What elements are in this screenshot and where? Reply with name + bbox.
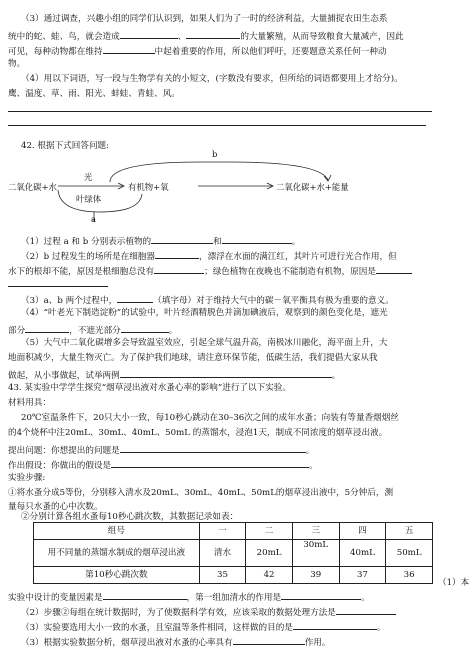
q42-4b: 部分 ，不遮光部分 。 bbox=[8, 323, 177, 337]
table-row bbox=[34, 567, 433, 584]
q42-4a: （4）“叶老光下制造淀粉”的试验中，叶片经酒精脱色并滴加碘液后，观察到的颜色变化是，遮光 bbox=[21, 308, 388, 318]
ask-question: 提出问题：你想提出的问题是 。 bbox=[8, 443, 314, 457]
q42-3: （3）a、b 两个过程中， （填字母）对于维持大气中的碳－氧平衡具有极为重要的意义。 bbox=[21, 293, 394, 307]
materials-line-2: 的4个烧杯中注20mL、30mL、40mL、50mL 的蒸馏水，浸泡1天，制成不同浓度的烟草浸出液。 bbox=[8, 428, 388, 438]
q43-3: （3）根据实验数据分析，烟草浸出液对水蚤的心率具有 作用。 bbox=[21, 635, 331, 649]
q42-title: 42. 根据下式回答问题: bbox=[21, 141, 110, 151]
table-cell: 四 bbox=[339, 523, 386, 540]
diagram-right-expr: 二氧化碳+水+能量 bbox=[276, 182, 349, 192]
table-cell: 40mL bbox=[339, 540, 386, 567]
q43-2a: （2）步骤②每组在统计数据时，为了使数据科学有效，应该采取的数据处理方法是 bbox=[21, 605, 396, 619]
after-table-q1: （1）本 bbox=[438, 578, 470, 588]
table-cell: 第10秒心跳次数 bbox=[34, 567, 200, 584]
diagram-left-expr: 二氧化碳+水 bbox=[8, 182, 57, 192]
table-cell: 50mL bbox=[386, 540, 433, 567]
table-row bbox=[34, 523, 433, 540]
table-cell: 用不同量的蒸馏水制成的烟草浸出液 bbox=[34, 540, 200, 567]
table-cell: 一 bbox=[199, 523, 245, 540]
q42-5b: 地面积减少，大量生物灭亡。为了保护我们地球，请注意环保节能，低碳生活，我们提倡大家从我 bbox=[8, 353, 378, 363]
q42-2a: （2）b 过程发生的场所是在细胞器 ，漂浮在水面的满江红，其叶片可进行光合作用，但 bbox=[21, 249, 397, 263]
diagram-label-b: b bbox=[212, 149, 218, 159]
q43-1: 实验中设计的变量因素是 ，第一组加清水的作用是 。 bbox=[8, 590, 370, 604]
table-cell: 35 bbox=[199, 567, 245, 584]
p3-line-d: 物。 bbox=[8, 59, 26, 69]
step-2: ②分别计算各组水蚤每10秒心跳次数，其数据记录如表： bbox=[21, 512, 239, 522]
p3-line-b: 统中的蛇、蛙、鸟，就会造成 、 的大量繁殖，从而导致粮食大量减产，因此 bbox=[8, 29, 404, 43]
step-1b: 量每只水蚤的心中次数。 bbox=[8, 502, 103, 512]
diagram-middle-expr: 有机物+氧 bbox=[128, 182, 169, 192]
materials-line-1: 20℃室温条件下，20只大小一致，每10秒心跳动在30–36次之间的成年水蚤；向装有等量香烟烟丝 bbox=[21, 413, 399, 423]
step-1a: ①将水蚤分成5等份，分别移入清水及20mL、30mL、40mL、50mL的烟草浸出液中，5分钟后，测 bbox=[8, 488, 394, 498]
p4-line-a: （4）用以下词语，写一段与生物学有关的小短文，(字数没有要求，但所给的词语都要用上才给分)。 bbox=[21, 74, 403, 84]
table-cell: 20mL bbox=[246, 540, 293, 567]
q42-2b: 水下的根却不能，原因是根细胞总没有 ；绿色植物在夜晚也不能制造有机物，原因是 bbox=[8, 264, 412, 278]
q42-1: （1）过程 a 和 b 分别表示植物的 和 。 bbox=[21, 234, 300, 248]
table-cell: 清水 bbox=[199, 540, 245, 567]
q42-5c: 做起，从小事做起，试举两例 。 bbox=[8, 368, 340, 382]
q42-2-answer-line bbox=[8, 286, 108, 287]
materials-heading: 材料用具： bbox=[8, 398, 51, 408]
q43-2b: （3）实验要选用大小一致的水蚤，且室温等条件相同，这样做的目的是 。 bbox=[21, 620, 386, 634]
diagram-label-a: a bbox=[91, 214, 96, 224]
answer-line-2 bbox=[8, 125, 426, 126]
table-cell: 30mL bbox=[292, 540, 339, 567]
table-cell: 三 bbox=[292, 523, 339, 540]
steps-heading: 实验步骤: bbox=[8, 473, 46, 483]
p3-line-a: （3）通过调查，兴趣小组的同学们认识到，如果人们为了一时的经济利益，大量捕捉农田生态系 bbox=[21, 14, 388, 24]
hypothesis: 作出假设：你做出的假设是 。 bbox=[8, 458, 318, 472]
p3-line-c: 可见，每种动物都在维持 中起着重要的作用，所以他们呼吁，还要题意关系任何一种动 bbox=[8, 44, 387, 58]
table-cell: 37 bbox=[339, 567, 386, 584]
table-cell: 五 bbox=[386, 523, 433, 540]
table-cell: 组号 bbox=[34, 523, 200, 540]
p4-line-b: 鹰、温度、草、雨、阳光、蚌蛙、青蛙、风。 bbox=[8, 89, 180, 99]
data-table bbox=[33, 522, 433, 584]
table-cell: 36 bbox=[386, 567, 433, 584]
answer-line-1 bbox=[8, 111, 432, 112]
diagram-label-chloroplast: 叶绿体 bbox=[76, 194, 102, 204]
q43-title: 43. 某实验中学学生探究“烟草浸出液对水蚤心率的影响”进行了以下实验。 bbox=[8, 383, 291, 393]
table-cell: 二 bbox=[246, 523, 293, 540]
table-row bbox=[34, 540, 433, 567]
q42-5a: （5）大气中二氧化碳增多会导致温室效应，引起全球气温升高，南极冰川融化，海平面上升，大 bbox=[21, 338, 388, 348]
table-cell: 39 bbox=[292, 567, 339, 584]
diagram-label-light: 光 bbox=[84, 172, 93, 182]
table-cell: 42 bbox=[246, 567, 293, 584]
